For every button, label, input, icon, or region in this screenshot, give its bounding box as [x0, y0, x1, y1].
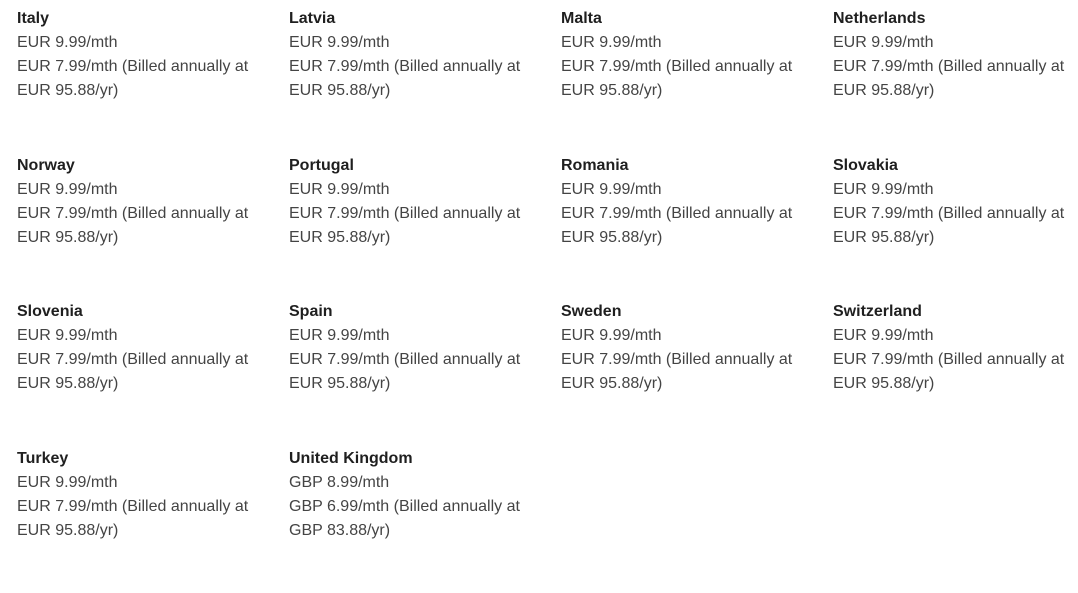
monthly-price: EUR 9.99/mth	[833, 324, 1078, 348]
annual-price-line-2: EUR 95.88/yr)	[289, 226, 553, 250]
annual-price-line-1: EUR 7.99/mth (Billed annually at	[833, 55, 1078, 79]
monthly-price: EUR 9.99/mth	[17, 178, 281, 202]
country-name: Italy	[17, 7, 281, 31]
pricing-row	[17, 447, 1078, 593]
pricing-row	[17, 154, 1078, 301]
pricing-row	[17, 300, 1078, 447]
annual-price-line-2: EUR 95.88/yr)	[289, 372, 553, 396]
annual-price-line-2: EUR 95.88/yr)	[561, 372, 825, 396]
annual-price-line-2: EUR 95.88/yr)	[833, 79, 1078, 103]
annual-price-line-1: EUR 7.99/mth (Billed annually at	[561, 348, 825, 372]
country-name: Norway	[17, 154, 281, 178]
annual-price-line-2: EUR 95.88/yr)	[561, 226, 825, 250]
annual-price-line-1: EUR 7.99/mth (Billed annually at	[833, 348, 1078, 372]
country-name: Malta	[561, 7, 825, 31]
annual-price-line-2: EUR 95.88/yr)	[17, 372, 281, 396]
annual-price-line-1: EUR 7.99/mth (Billed annually at	[289, 55, 553, 79]
country-name: Romania	[561, 154, 825, 178]
monthly-price: GBP 8.99/mth	[289, 471, 553, 495]
annual-price-line-1: EUR 7.99/mth (Billed annually at	[17, 348, 281, 372]
monthly-price: EUR 9.99/mth	[289, 31, 553, 55]
country-price-card	[289, 447, 561, 593]
annual-price-line-1: EUR 7.99/mth (Billed annually at	[289, 348, 553, 372]
monthly-price: EUR 9.99/mth	[561, 178, 825, 202]
country-name: Spain	[289, 300, 553, 324]
annual-price-line-2: EUR 95.88/yr)	[833, 226, 1078, 250]
country-name: Turkey	[17, 447, 281, 471]
monthly-price: EUR 9.99/mth	[17, 471, 281, 495]
country-name: Slovenia	[17, 300, 281, 324]
annual-price-line-2: GBP 83.88/yr)	[289, 519, 553, 543]
country-name: Slovakia	[833, 154, 1078, 178]
country-name: Latvia	[289, 7, 553, 31]
country-price-card	[289, 154, 561, 301]
annual-price-line-2: EUR 95.88/yr)	[17, 519, 281, 543]
monthly-price: EUR 9.99/mth	[833, 31, 1078, 55]
annual-price-line-2: EUR 95.88/yr)	[17, 226, 281, 250]
country-price-card	[289, 7, 561, 154]
country-price-card	[289, 300, 561, 447]
annual-price-line-1: EUR 7.99/mth (Billed annually at	[17, 495, 281, 519]
country-price-card	[833, 154, 1078, 301]
monthly-price: EUR 9.99/mth	[289, 324, 553, 348]
monthly-price: EUR 9.99/mth	[289, 178, 553, 202]
annual-price-line-1: EUR 7.99/mth (Billed annually at	[561, 55, 825, 79]
annual-price-line-1: EUR 7.99/mth (Billed annually at	[17, 55, 281, 79]
annual-price-line-2: EUR 95.88/yr)	[289, 79, 553, 103]
annual-price-line-1: EUR 7.99/mth (Billed annually at	[561, 202, 825, 226]
annual-price-line-1: EUR 7.99/mth (Billed annually at	[289, 202, 553, 226]
annual-price-line-2: EUR 95.88/yr)	[561, 79, 825, 103]
country-price-card	[561, 154, 833, 301]
monthly-price: EUR 9.99/mth	[17, 324, 281, 348]
country-name: Portugal	[289, 154, 553, 178]
annual-price-line-2: EUR 95.88/yr)	[17, 79, 281, 103]
annual-price-line-1: EUR 7.99/mth (Billed annually at	[833, 202, 1078, 226]
country-price-card	[561, 7, 833, 154]
country-name: Sweden	[561, 300, 825, 324]
country-name: Netherlands	[833, 7, 1078, 31]
country-price-card	[17, 300, 289, 447]
monthly-price: EUR 9.99/mth	[561, 324, 825, 348]
country-name: United Kingdom	[289, 447, 553, 471]
country-price-card	[17, 447, 289, 593]
annual-price-line-1: GBP 6.99/mth (Billed annually at	[289, 495, 553, 519]
country-price-card	[833, 300, 1078, 447]
country-name: Switzerland	[833, 300, 1078, 324]
annual-price-line-1: EUR 7.99/mth (Billed annually at	[17, 202, 281, 226]
monthly-price: EUR 9.99/mth	[561, 31, 825, 55]
pricing-row	[17, 7, 1078, 154]
country-price-card	[17, 154, 289, 301]
country-price-card	[17, 7, 289, 154]
monthly-price: EUR 9.99/mth	[17, 31, 281, 55]
country-pricing-grid	[17, 7, 1078, 593]
country-price-card	[561, 300, 833, 447]
annual-price-line-2: EUR 95.88/yr)	[833, 372, 1078, 396]
country-price-card	[833, 7, 1078, 154]
monthly-price: EUR 9.99/mth	[833, 178, 1078, 202]
